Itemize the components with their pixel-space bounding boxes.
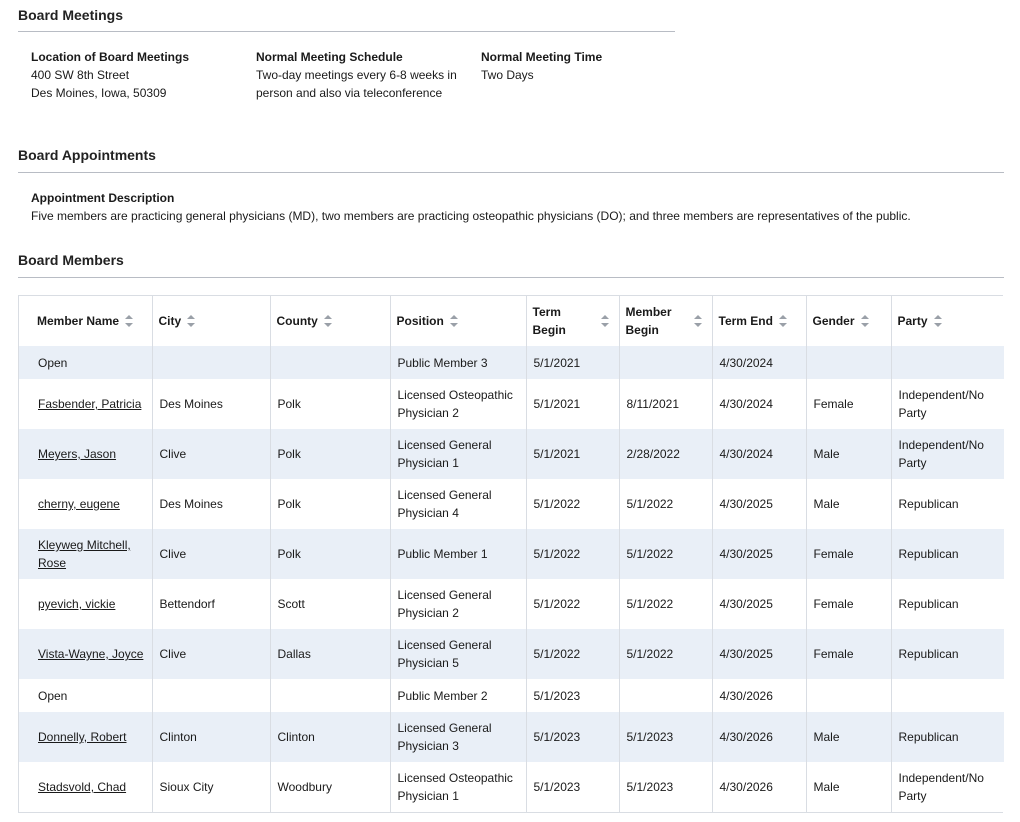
column-header-label: Term Begin: [532, 305, 566, 337]
table-row: [19, 712, 1004, 762]
member-name-text: pyevich, vickie: [38, 597, 116, 611]
table-row: [19, 379, 1004, 429]
position-cell: [390, 762, 526, 812]
sort-icon: [125, 315, 133, 327]
member-name-link[interactable]: [38, 647, 143, 661]
city-cell-text: Clive: [159, 647, 187, 661]
gender-cell: [806, 629, 891, 679]
term-end-cell: [712, 479, 806, 529]
gender-cell: [806, 762, 891, 812]
city-cell: [152, 429, 270, 479]
city-cell: [152, 346, 270, 379]
member-name-text: Fasbender, Patricia: [38, 397, 142, 411]
member-begin-cell: [619, 762, 712, 812]
member-name-text: Vista-Wayne, Joyce: [38, 647, 144, 661]
sort-icon: [779, 315, 787, 327]
sort-icon: [861, 315, 869, 327]
meeting-schedule-block: [256, 48, 457, 102]
column-header-label: Term End: [718, 314, 773, 328]
party-text: Republican: [898, 497, 959, 511]
gender-cell: [806, 479, 891, 529]
position-cell: [390, 579, 526, 629]
board-members-heading: Board Members: [18, 252, 124, 268]
column-header-term-begin[interactable]: [526, 296, 619, 346]
city-cell-text: Sioux City: [159, 780, 214, 794]
city-cell-text: Des Moines: [159, 397, 223, 411]
county-cell-text: Polk: [277, 497, 301, 511]
column-header-label: City: [158, 314, 182, 328]
column-header-label: Gender: [812, 314, 855, 328]
party-text: Independent/No: [898, 388, 984, 402]
member-name-text: Donnelly, Robert: [38, 730, 127, 744]
county-cell: [270, 579, 390, 629]
sort-icon: [934, 315, 942, 327]
party-text: Republican: [898, 597, 959, 611]
member-name-cell: [19, 346, 152, 379]
member-begin-cell: [619, 712, 712, 762]
column-header-label: Member Begin: [625, 305, 672, 337]
term-end-cell: [712, 712, 806, 762]
table-header-row: [19, 296, 1004, 346]
gender-cell: [806, 346, 891, 379]
member-begin-cell: [619, 629, 712, 679]
appointment-description-block: [31, 189, 911, 225]
term-begin-cell-text: 5/1/2021: [533, 447, 581, 461]
member-name-link[interactable]: [38, 597, 115, 611]
sort-icon: [187, 315, 195, 327]
city-cell: [152, 762, 270, 812]
member-begin-cell-text: 5/1/2022: [626, 597, 674, 611]
column-header-city[interactable]: [152, 296, 270, 346]
column-header-gender[interactable]: [806, 296, 891, 346]
position-cell: [390, 429, 526, 479]
position-text-line2: Physician 3: [397, 739, 459, 753]
meeting-time-value: Two Days: [481, 68, 534, 82]
board-meetings-heading: Board Meetings: [18, 7, 124, 23]
term-begin-cell: [526, 379, 619, 429]
term-begin-cell: [526, 679, 619, 712]
table-row: [19, 479, 1004, 529]
position-text-line2: Physician 2: [397, 606, 459, 620]
term-begin-cell-text: 5/1/2023: [533, 688, 581, 703]
section-divider: [18, 277, 1004, 278]
party-text-line2: Party: [898, 456, 927, 470]
member-name-text: Kleyweg Mitchell,: [38, 538, 131, 552]
member-name-link[interactable]: [38, 447, 116, 461]
gender-cell-text: Male: [813, 780, 840, 794]
meeting-schedule-line2: person and also via teleconference: [256, 86, 443, 100]
county-cell-text: Scott: [277, 597, 305, 611]
board-members-table: [18, 295, 1003, 813]
term-end-cell: [712, 679, 806, 712]
sort-icon: [450, 315, 458, 327]
column-header-label: Position: [396, 314, 444, 328]
county-cell-text: Clinton: [277, 730, 315, 744]
meeting-location-label: Location of Board Meetings: [31, 50, 190, 64]
member-begin-cell: [619, 479, 712, 529]
position-text: Public Member 3: [397, 355, 488, 370]
member-name-text: Stadsvold, Chad: [38, 780, 127, 794]
city-cell-text: Des Moines: [159, 497, 223, 511]
member-begin-cell-text: 5/1/2022: [626, 647, 674, 661]
member-name-link[interactable]: [38, 780, 126, 794]
position-text: Licensed General: [397, 721, 492, 735]
party-cell: [891, 346, 1004, 379]
term-begin-cell-text: 5/1/2023: [533, 780, 581, 794]
city-cell-text: Clive: [159, 447, 187, 461]
term-end-cell-text: 4/30/2025: [719, 497, 773, 511]
party-text: Independent/No: [898, 771, 984, 785]
term-end-cell-text: 4/30/2026: [719, 688, 773, 703]
position-cell: [390, 479, 526, 529]
table-row: [19, 629, 1004, 679]
county-cell: [270, 712, 390, 762]
table-row: [19, 579, 1004, 629]
party-cell: [891, 429, 1004, 479]
gender-cell-text: Female: [813, 597, 854, 611]
county-cell: [270, 629, 390, 679]
party-cell: [891, 679, 1004, 712]
city-cell: [152, 479, 270, 529]
party-text: Republican: [898, 730, 959, 744]
county-cell: [270, 379, 390, 429]
position-text-line2: Physician 4: [397, 506, 459, 520]
term-begin-cell-text: 5/1/2022: [533, 497, 581, 511]
term-end-cell-text: 4/30/2024: [719, 447, 773, 461]
party-cell: [891, 629, 1004, 679]
term-end-cell-text: 4/30/2026: [719, 780, 773, 794]
party-text-line2: Party: [898, 789, 927, 803]
member-name-cell: [19, 629, 152, 679]
meeting-time-block: [481, 48, 602, 84]
position-text: Public Member 2: [397, 688, 488, 703]
term-begin-cell: [526, 712, 619, 762]
county-cell-text: Woodbury: [277, 780, 332, 794]
meeting-time-label: Normal Meeting Time: [481, 50, 603, 64]
position-text: Licensed Osteopathic: [397, 388, 513, 402]
county-cell-text: Polk: [277, 547, 301, 561]
meeting-schedule-line1: Two-day meetings every 6-8 weeks in: [256, 68, 457, 82]
city-cell: [152, 529, 270, 579]
county-cell: [270, 429, 390, 479]
term-begin-cell: [526, 479, 619, 529]
sort-icon: [324, 315, 332, 327]
member-begin-cell: [619, 679, 712, 712]
member-name-cell: [19, 762, 152, 812]
term-begin-cell-text: 5/1/2022: [533, 597, 581, 611]
table-row: [19, 429, 1004, 479]
city-cell-text: Clinton: [159, 730, 197, 744]
board-members-table-body: [19, 346, 1004, 812]
member-begin-cell: [619, 379, 712, 429]
gender-cell-text: Male: [813, 730, 840, 744]
county-cell: [270, 762, 390, 812]
county-cell: [270, 346, 390, 379]
position-cell: [390, 379, 526, 429]
position-text: Licensed Osteopathic: [397, 771, 513, 785]
member-begin-cell: [619, 529, 712, 579]
column-header-label: Member Name: [37, 314, 120, 328]
position-text: Licensed General: [397, 588, 492, 602]
member-name-cell: [19, 579, 152, 629]
column-header-member-begin[interactable]: [619, 296, 712, 346]
member-name-link[interactable]: [38, 497, 120, 511]
county-cell: [270, 479, 390, 529]
table-row: [19, 529, 1004, 579]
member-name-cell: [19, 529, 152, 579]
position-text-line2: Physician 1: [397, 456, 459, 470]
member-begin-cell: [619, 579, 712, 629]
gender-cell: [806, 712, 891, 762]
member-name-cell: [19, 429, 152, 479]
member-begin-cell-text: 5/1/2022: [626, 547, 674, 561]
member-name-text: Meyers, Jason: [38, 447, 117, 461]
term-begin-cell-text: 5/1/2022: [533, 647, 581, 661]
term-end-cell: [712, 346, 806, 379]
gender-cell: [806, 379, 891, 429]
position-text: Licensed General: [397, 638, 492, 652]
term-end-cell: [712, 529, 806, 579]
term-begin-cell-text: 5/1/2022: [533, 547, 581, 561]
gender-cell: [806, 579, 891, 629]
column-header-label: Party: [897, 314, 928, 328]
party-text: Republican: [898, 647, 959, 661]
member-name-cell: [19, 379, 152, 429]
gender-cell-text: Female: [813, 397, 854, 411]
position-text-line2: Physician 2: [397, 406, 459, 420]
sort-icon: [601, 315, 609, 327]
appointment-description-label: Appointment Description: [31, 191, 175, 205]
county-cell-text: Polk: [277, 447, 301, 461]
column-header-member-name[interactable]: [19, 296, 152, 346]
county-cell-text: Polk: [277, 397, 301, 411]
term-end-cell: [712, 429, 806, 479]
column-header-county[interactable]: [270, 296, 390, 346]
term-begin-cell: [526, 629, 619, 679]
member-begin-cell-text: 2/28/2022: [626, 447, 680, 461]
city-cell: [152, 379, 270, 429]
term-begin-cell: [526, 762, 619, 812]
member-begin-cell: [619, 346, 712, 379]
term-end-cell-text: 4/30/2025: [719, 647, 773, 661]
party-text-line2: Party: [898, 406, 927, 420]
term-end-cell: [712, 579, 806, 629]
gender-cell: [806, 429, 891, 479]
sort-icon: [694, 315, 702, 327]
table-row: [19, 679, 1004, 712]
party-cell: [891, 379, 1004, 429]
term-begin-cell: [526, 579, 619, 629]
position-cell: [390, 346, 526, 379]
position-cell: [390, 629, 526, 679]
term-begin-cell: [526, 346, 619, 379]
member-begin-cell-text: 5/1/2023: [626, 780, 674, 794]
party-cell: [891, 479, 1004, 529]
party-cell: [891, 762, 1004, 812]
meeting-location-line2: Des Moines, Iowa, 50309: [31, 86, 167, 100]
term-end-cell-text: 4/30/2024: [719, 397, 773, 411]
member-name-text: cherny, eugene: [38, 497, 120, 511]
term-begin-cell-text: 5/1/2021: [533, 355, 581, 370]
member-name-link[interactable]: [38, 730, 127, 744]
term-end-cell-text: 4/30/2025: [719, 597, 773, 611]
position-cell: [390, 679, 526, 712]
gender-cell: [806, 529, 891, 579]
city-cell-text: Clive: [159, 547, 187, 561]
section-divider: [18, 172, 1004, 173]
term-end-cell: [712, 379, 806, 429]
position-text-line2: Physician 5: [397, 656, 459, 670]
member-begin-cell: [619, 429, 712, 479]
city-cell: [152, 679, 270, 712]
term-begin-cell-text: 5/1/2021: [533, 397, 581, 411]
member-begin-cell-text: 8/11/2021: [626, 397, 679, 411]
meeting-location-block: [31, 48, 189, 102]
member-name-text-line2: Rose: [38, 556, 67, 570]
city-cell: [152, 629, 270, 679]
county-cell-text: Dallas: [277, 647, 311, 661]
party-cell: [891, 579, 1004, 629]
party-cell: [891, 712, 1004, 762]
gender-cell-text: Female: [813, 547, 854, 561]
column-header-party[interactable]: [891, 296, 1004, 346]
term-begin-cell-text: 5/1/2023: [533, 730, 581, 744]
position-text: Licensed General: [397, 438, 492, 452]
gender-cell-text: Male: [813, 447, 840, 461]
member-name-cell: [19, 479, 152, 529]
term-end-cell: [712, 762, 806, 812]
table-row: [19, 346, 1004, 379]
term-end-cell: [712, 629, 806, 679]
position-text: Licensed General: [397, 488, 492, 502]
member-name-link[interactable]: [38, 397, 141, 411]
gender-cell-text: Male: [813, 497, 840, 511]
party-text: Independent/No: [898, 438, 984, 452]
column-header-position[interactable]: [390, 296, 526, 346]
member-begin-cell-text: 5/1/2022: [626, 497, 674, 511]
meeting-schedule-label: Normal Meeting Schedule: [256, 50, 403, 64]
term-begin-cell: [526, 429, 619, 479]
table-row: [19, 762, 1004, 812]
city-cell-text: Bettendorf: [159, 597, 215, 611]
column-header-term-end[interactable]: [712, 296, 806, 346]
county-cell: [270, 529, 390, 579]
term-begin-cell: [526, 529, 619, 579]
city-cell: [152, 712, 270, 762]
gender-cell: [806, 679, 891, 712]
column-header-label: County: [276, 314, 318, 328]
member-name-text: Open: [38, 688, 68, 703]
gender-cell-text: Female: [813, 647, 854, 661]
position-cell: [390, 712, 526, 762]
board-appointments-heading: Board Appointments: [18, 147, 156, 163]
term-end-cell-text: 4/30/2024: [719, 355, 773, 370]
term-end-cell-text: 4/30/2026: [719, 730, 773, 744]
position-text-line2: Physician 1: [397, 789, 459, 803]
member-name-cell: [19, 679, 152, 712]
member-name-text: Open: [38, 355, 68, 370]
section-divider: [18, 31, 675, 32]
position-cell: [390, 529, 526, 579]
position-text: Public Member 1: [397, 547, 488, 561]
meeting-location-line1: 400 SW 8th Street: [31, 68, 130, 82]
county-cell: [270, 679, 390, 712]
city-cell: [152, 579, 270, 629]
party-text: Republican: [898, 547, 959, 561]
member-name-cell: [19, 712, 152, 762]
appointment-description-text: Five members are practicing general physicians (MD), two members are practicing osteopathic physicians (DO); and three members are representatives of the public.: [31, 209, 911, 223]
term-end-cell-text: 4/30/2025: [719, 547, 773, 561]
member-name-link[interactable]: [38, 538, 131, 570]
party-cell: [891, 529, 1004, 579]
member-begin-cell-text: 5/1/2023: [626, 730, 674, 744]
